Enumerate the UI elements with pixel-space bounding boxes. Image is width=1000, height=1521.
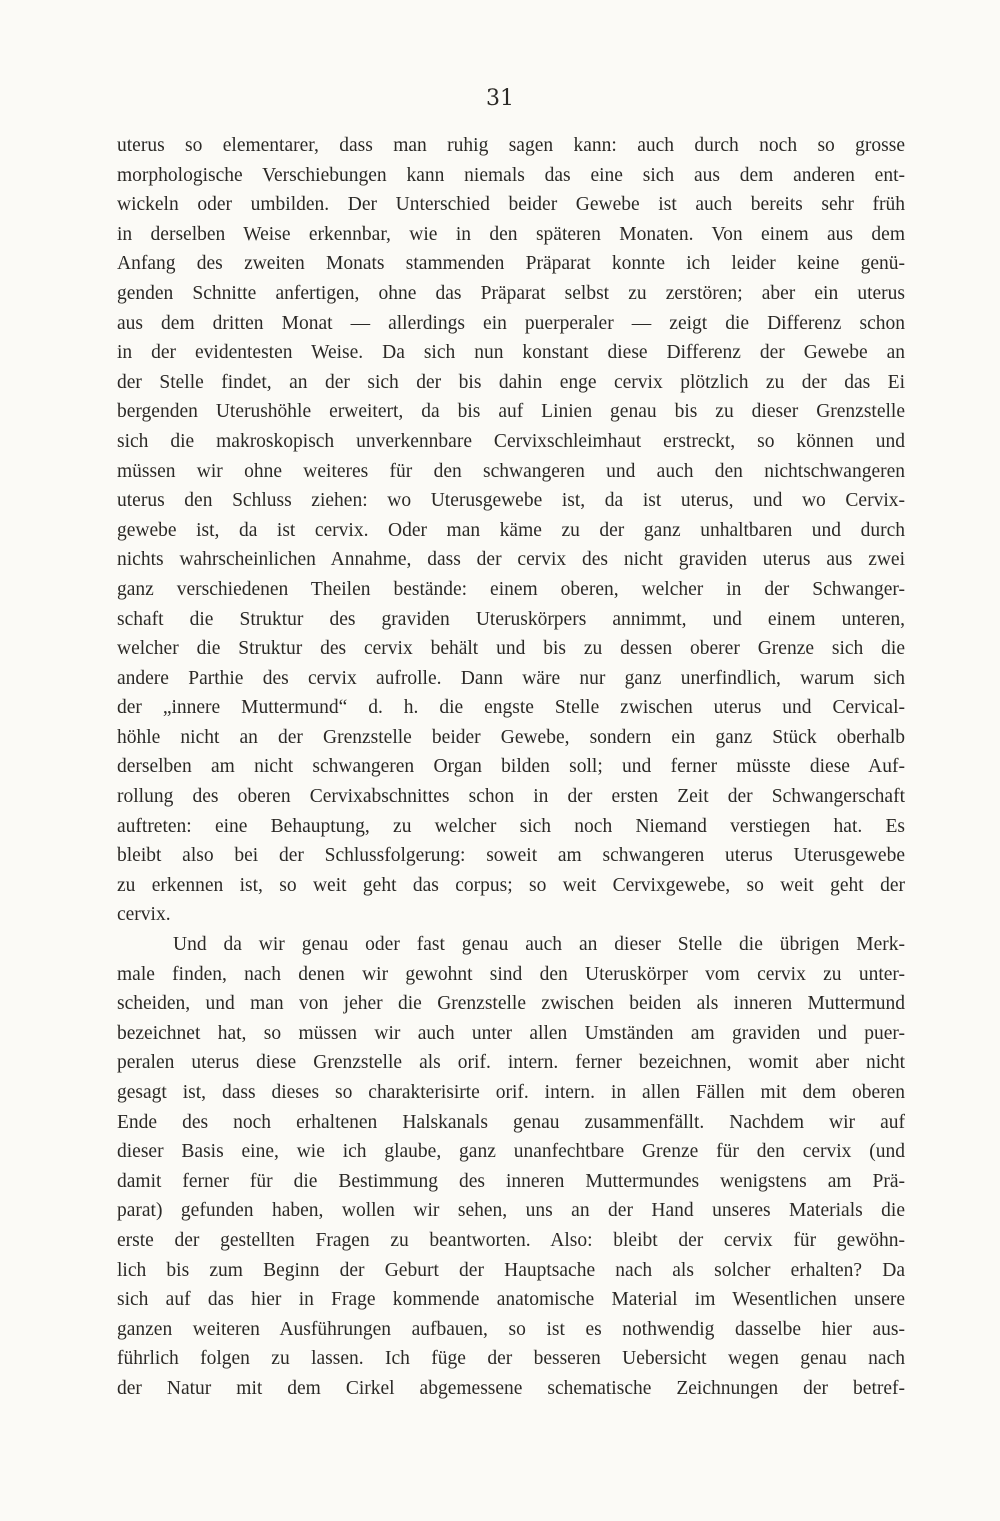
text-line: genden Schnitte anfertigen, ohne das Präparat selbst zu zerstören; aber ein uterus xyxy=(117,282,905,304)
text-line: der Natur mit dem Cirkel abgemessene schematische Zeichnungen der betref- xyxy=(117,1377,905,1399)
text-line: sich auf das hier in Frage kommende anatomische Material im Wesentlichen unsere xyxy=(117,1289,905,1311)
text-line: wickeln oder umbilden. Der Unterschied beider Gewebe ist auch bereits sehr früh xyxy=(117,194,905,216)
text-line: rollung des oberen Cervixabschnittes schon in der ersten Zeit der Schwangerschaft xyxy=(117,786,905,808)
text-line: andere Parthie des cervix aufrolle. Dann wäre nur ganz unerfindlich, warum sich xyxy=(117,667,905,689)
body-text xyxy=(117,131,905,1404)
text-line: morphologische Verschiebungen kann niemals das eine sich aus dem anderen ent- xyxy=(117,164,905,186)
text-line: Anfang des zweiten Monats stammenden Präparat konnte ich leider keine genü- xyxy=(117,253,905,275)
text-line: bergenden Uterushöhle erweitert, da bis auf Linien genau bis zu dieser Grenzstelle xyxy=(117,401,905,423)
text-line: uterus so elementarer, dass man ruhig sagen kann: auch durch noch so grosse xyxy=(117,135,905,156)
text-line: müssen wir ohne weiteres für den schwangeren und auch den nichtschwangeren xyxy=(117,460,905,482)
text-line: gesagt ist, dass dieses so charakterisirte orif. intern. in allen Fällen mit dem oberen xyxy=(117,1082,905,1103)
text-line: uterus den Schluss ziehen: wo Uterusgewebe ist, da ist uterus, und wo Cervix- xyxy=(117,490,905,512)
text-line: Und da wir genau oder fast genau auch an dieser Stelle die übrigen Merk- xyxy=(173,934,905,956)
text-line: dieser Basis eine, wie ich glaube, ganz unanfechtbare Grenze für den cervix (und xyxy=(117,1141,905,1163)
text-line: schaft die Struktur des graviden Uteruskörpers annimmt, und einem unteren, xyxy=(117,608,905,630)
text-line: nichts wahrscheinlichen Annahme, dass der cervix des nicht graviden uterus aus zwei xyxy=(117,549,905,571)
text-line: in derselben Weise erkennbar, wie in den späteren Monaten. Von einem aus dem xyxy=(117,223,905,245)
text-line: parat) gefunden haben, wollen wir sehen, uns an der Hand unseres Materials die xyxy=(117,1200,905,1222)
text-line: lich bis zum Beginn der Geburt der Hauptsache nach als solcher erhalten? Da xyxy=(117,1259,905,1281)
text-line: höhle nicht an der Grenzstelle beider Gewebe, sondern ein ganz Stück oberhalb xyxy=(117,726,905,748)
text-line: welcher die Struktur des cervix behält und bis zu dessen oberer Grenze sich die xyxy=(117,638,905,660)
paragraph-2 xyxy=(117,930,905,1404)
text-line: aus dem dritten Monat — allerdings ein puerperaler — zeigt die Differenz schon xyxy=(117,312,905,334)
text-line: führlich folgen zu lassen. Ich füge der besseren Uebersicht wegen genau nach xyxy=(117,1348,905,1370)
text-line: der Stelle findet, an der sich der bis dahin enge cervix plötzlich zu der das Ei xyxy=(117,371,905,393)
text-line: ganz verschiedenen Theilen bestände: einem oberen, welcher in der Schwanger- xyxy=(117,578,905,600)
text-line: cervix. xyxy=(117,904,171,926)
text-line: der „innere Muttermund“ d. h. die engste Stelle zwischen uterus und Cervical- xyxy=(117,697,905,719)
text-line: sich die makroskopisch unverkennbare Cervixschleimhaut erstreckt, so können und xyxy=(117,430,905,452)
text-line: bleibt also bei der Schlussfolgerung: soweit am schwangeren uterus Uterusgewebe xyxy=(117,845,905,867)
text-line: ganzen weiteren Ausführungen aufbauen, so ist es nothwendig dasselbe hier aus- xyxy=(117,1318,905,1340)
paragraph-1 xyxy=(117,131,905,930)
text-line: scheiden, und man von jeher die Grenzstelle zwischen beiden als inneren Muttermund xyxy=(117,993,905,1015)
text-line: Ende des noch erhaltenen Halskanals genau zusammenfällt. Nachdem wir auf xyxy=(117,1111,905,1133)
text-line: in der evidentesten Weise. Da sich nun konstant diese Differenz der Gewebe an xyxy=(117,342,905,364)
text-line: derselben am nicht schwangeren Organ bilden soll; und ferner müsste diese Auf- xyxy=(117,756,905,778)
text-line: zu erkennen ist, so weit geht das corpus; so weit Cervixgewebe, so weit geht der xyxy=(117,874,905,896)
text-line: damit ferner für die Bestimmung des inneren Muttermundes wenigstens am Prä- xyxy=(117,1170,905,1192)
text-line: gewebe ist, da ist cervix. Oder man käme zu der ganz unhaltbaren und durch xyxy=(117,519,905,541)
text-line: auftreten: eine Behauptung, zu welcher sich noch Niemand verstiegen hat. Es xyxy=(117,815,905,837)
text-line: erste der gestellten Fragen zu beantworten. Also: bleibt der cervix für gewöhn- xyxy=(117,1229,905,1251)
text-line: male finden, nach denen wir gewohnt sind den Uteruskörper vom cervix zu unter- xyxy=(117,963,905,985)
text-line: peralen uterus diese Grenzstelle als orif. intern. ferner bezeichnen, womit aber nicht xyxy=(117,1052,905,1074)
text-line: bezeichnet hat, so müssen wir auch unter allen Umständen am graviden und puer- xyxy=(117,1022,905,1044)
page-number: 31 xyxy=(486,86,514,111)
